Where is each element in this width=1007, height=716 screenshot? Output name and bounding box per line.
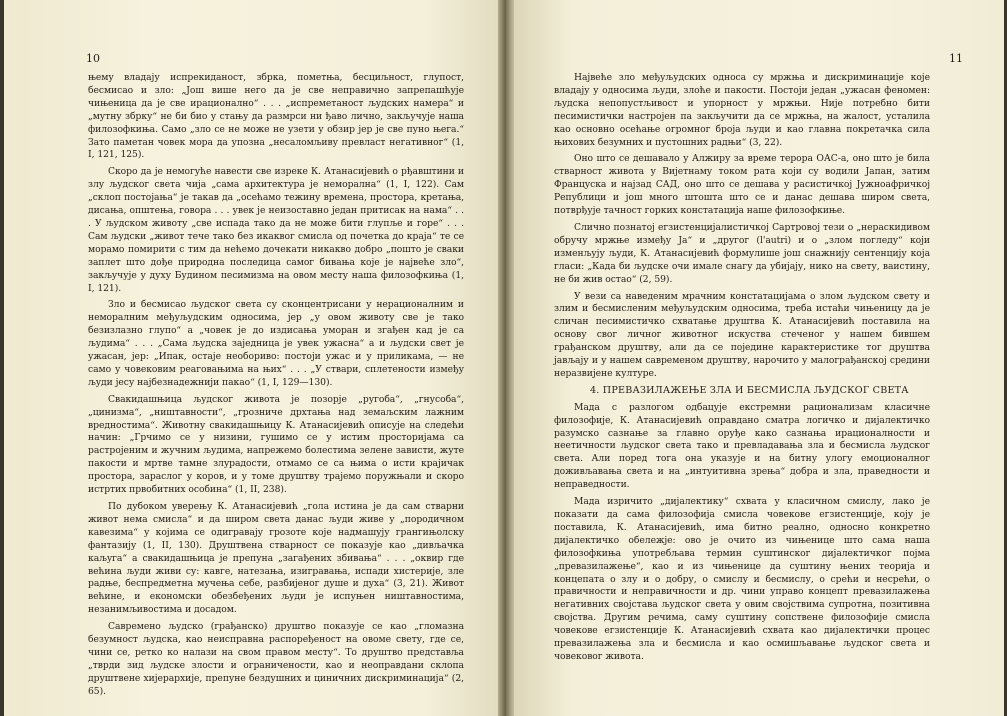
paragraph: Скоро да је немогуће навести све изреке К. Атанасијевић о рђавштини и злу људског света чија „сама архитектура је неморална“ (1, I, 122). Сам „склоп постојања“ је такав да „осећамо тежину времена, простора, кретања, дисања, општења, говора . . . увек је неизоставно један притисак на нама“ . . . У људском животу „све испада тако да не може бити глупље и горе“ . . . Сам људски „живот тече тако без икаквог смисла од почетка до краја“ те се морамо помирити с тим да нећемо дочекати никакво добро „пошто је сваки заплет што дође природна последица самог бивања које је највеће зло“, закључује у духу Будином песимизма на овом месту наша филозофкиња (1, I, 121).: [88, 166, 464, 294]
paragraph: У вези са наведеним мрачним констатацијама о злом људском свету и злим и бесмисленим међуљудским односима, треба истаћи чињеницу да је сличан песимистичко схватање друштва К. Атанасијевић поставила на основу свог личног животног искуства стеченог у нашем бившем грађанском друштву, али да се поједине карактеристике тог друштва јављају и у нашем савременом друштву, нарочито у малограђанској средини неразвијене културе.: [554, 290, 930, 379]
paragraph: њему владају испрекиданост, збрка, пометња, бесциљност, глупост, бесмисао и зло: „Још више него да је све неправично запрепашћује чињеница да је све ирационално“ . . . „испреметаност људских намера“ и „мутну збрку“ не би био у стању да размрси ни ђаво лично, закључује наша филозофкиња. Само „зло се не може не узети у обзир јер је све пуно њега.“ Зато паметан човек мора да упозна „несаломљиву превласт негативног“ (1, I, 121, 125).: [88, 72, 464, 161]
right-page: [514, 0, 1004, 716]
paragraph: Зло и бесмисао људског света су сконцентрисани у нерационалним и неморалним међуљудским односима, јер „у овом животу све је тако безизлазно глупо“ а „човек је до издисања уморан и згађен кад је са људима“ . . . „Сама људска заједница је увек ужасна“ а и људски свет је ужасан, јер: „Ипак, остаје необориво: постоји ужас и у приликама, — не само у човековим реаговањима на њих“ . . . „У ствари, сплетености између људи јесу најбезнадежнији пакао“ (1, I, 129—130).: [88, 299, 464, 388]
left-page: [4, 0, 498, 716]
paragraph: Мада с разлогом одбацује екстремни рационализам класичне филозофије, К. Атанасијевић оправдано сматра логичко и дијалектичко разумско сазнање за главно оруђе како сазнања ирационалности и неетичности људског света тако и превладавања зла и бесмисла људског света. Али поред тога она указује и на битну улогу емоционалног доживљавања света и на „интуитивна зрења“ добра и зла, праведности и неправедности.: [554, 401, 930, 491]
paragraph: Савремено људско (грађанско) друштво показује се као „гломазна безумност људска, као неисправна распоређеност на овоме свету, где се, чини се, ретко ко налази на свом правом месту“. То друштво представља „тврди зид људске злости и ограничености, као и неоправдани склопа друштвене хијерархије, препуне бездушних и циничних дискриминација“ (2, 65).: [88, 621, 464, 697]
paragraph: Највеће зло међуљудских односа су мржња и дискриминације које владају у односима људи, злоће и пакости. Постоји један „ужасан феномен: људска непопустљивост и упорност у мржњи. Није потребно бити песимистички настројен па закључити да се мржња, на жалост, усталила као основно осећање огромног броја људи и као главна покретачка сила њихових безумних и пустошних радњи“ (3, 22).: [554, 72, 930, 148]
paragraph: Оно што се дешавало у Алжиру за време терора ОАС-а, оно што је била стварност живота у Вијетнаму током рата који су водили Јапан, затим Француска и најзад САД, оно што се дешава у расистичкој Јужноафричкој Републици и још много штошта што се и данас дешава широм света, потврђује тачност горких констатација наше филозофкиње.: [554, 153, 930, 217]
paragraph: Свакидашњица људског живота је позорје „ругоба“, „гнусоба“, „цинизма“, „ништавности“, „грозниче дрхтања над земаљским лажним вредностима“. Животну свакидашњицу К. Атанасијевић описује на следећи начин: „Грчимо се у низини, гушимо се у истим просторијама са растројеним и жучним људима, напрежемо болестима зелене зависти, жуте пакости и мртве тамне злурадости, отмамо се са њима о исти крајичак простора, зараслог у коров, и у томе друштву трајемо поружњали и скоро истртих првобитних особина“ (1, II, 238).: [88, 393, 464, 496]
left-page-text: [88, 72, 464, 703]
page-number-right: 11: [949, 52, 963, 65]
section-heading: 4. ПРЕВАЗИЛАЖЕЊЕ ЗЛА И БЕСМИСЛА ЉУДСКОГ СВЕТА: [590, 384, 909, 396]
paragraph: По дубоком уверењу К. Атанасијевић „гола истина је да сам стварни живот нема смисла“ и да широм света данас људи живе у „породичном кавезима“ у којима се одигравају грозоте које надмашују грангињолску фантазију (1, II, 130). Друштвена стварност се показује као „дивљачка каљуга“ а свакидашњица је препуна „загађених збивања“ . . . „оквир где већина људи живи су: кавге, натезања, изигравања, испади хистерије, зле радње, беспредметна мучења себе, разбијеног душе и духа“ (3, 21). Живот већине, и економски обезбеђених људи је испуњен ништавностима, незанимљивостима и досадом.: [88, 501, 464, 616]
paragraph: Мада изричито „дијалектику“ схвата у класичном смислу, лако је показати да сама филозофија смисла човекове егзистенције, коју је поставила, К. Атанасијевић, има битно реално, односно конкретно дијалектичко обележје: ово је очито из чињенице што сама наша филозофкиња употребљава термин суштинског дијалектичког појма „превазилажење“, као и из чињенице да суштину њених теорија и концепата о злу и о добру, о смислу и бесмислу, о срећи и несрећи, о правичности и неправичности и др. чини управо концепт превазилажења негативних својстава људског света у овим својствима супротна, позитивна својства. Другим речима, саму суштину сопствене филозофије смисла човекове егзистенције К. Атанасијевић схвата као дијалектички процес превазилажења зла и бесмисла и као осмишљавање људског света и човековог живота.: [554, 496, 930, 662]
page-number-left: 10: [86, 52, 100, 65]
paragraph: Слично познатој егзистенцијалистичкој Сартровој тези о „нераскидивом обручу мржње између Ја“ и „другог (l'autri) и о „злом погледу“ који изменљују људи, К. Атанасијевић формулише још снажнију сентенцију која гласи: „Када би људске очи имале снагу да убијају, нико на свету, ваистину, не би жив остао“ (2, 59).: [554, 221, 930, 285]
book-gutter: [498, 0, 514, 716]
right-page-text: [554, 72, 930, 668]
